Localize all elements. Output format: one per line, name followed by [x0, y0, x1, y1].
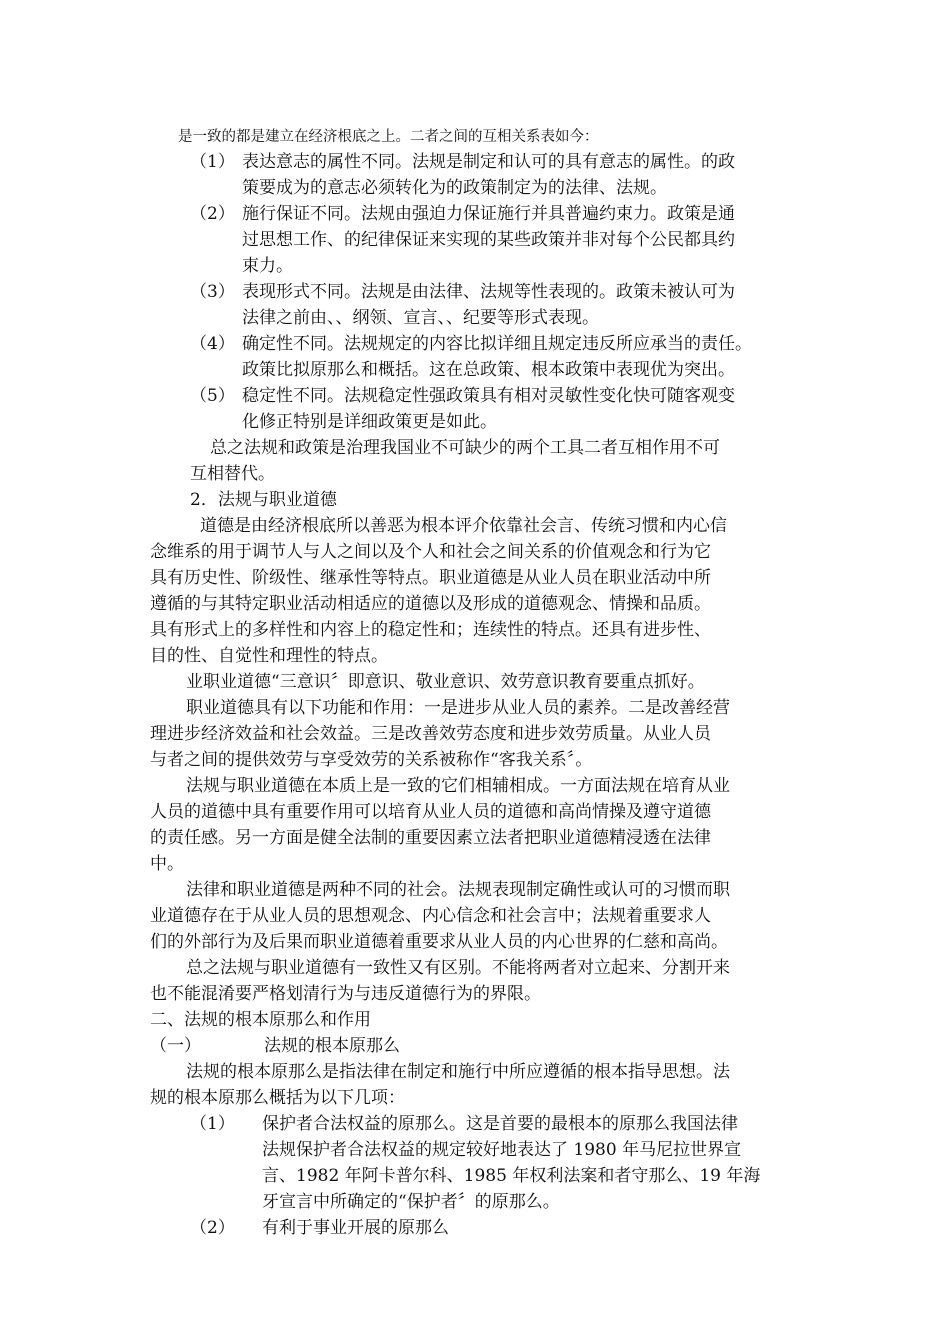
intro-line: 是一致的都是建立在经济根底之上。二者之间的互相关系表如今：: [178, 129, 599, 145]
section-heading: 2．法规与职业道德: [190, 490, 337, 510]
paragraph-line: 与者之间的提供效劳与享受效劳的关系被称作“客我关系〞。: [150, 750, 593, 770]
list-item-line: 表达意志的属性不同。法规是制定和认可的具有意志的属性。的政: [242, 152, 735, 172]
paragraph-line: 具有历史性、阶级性、继承性等特点。职业道德是从业人员在职业活动中所: [150, 568, 711, 588]
paragraph-line: 法规与职业道德在本质上是一致的它们相辅相成。一方面法规在培育从业: [186, 776, 730, 796]
paragraph-line: 念维系的用于调节人与人之间以及个人和社会之间关系的价值观念和行为它: [150, 542, 711, 562]
list-item-line: 施行保证不同。法规由强迫力保证施行并具普遍约束力。政策是通: [242, 204, 735, 224]
list-item-line: 化修正特别是详细政策更是如此。: [242, 412, 497, 432]
list-number: （1）: [190, 152, 235, 172]
paragraph-line: 中。: [150, 854, 184, 874]
summary-paragraph-line: 互相替代。: [190, 464, 275, 484]
list-number: （5）: [190, 386, 235, 406]
paragraph-line: 职业道德具有以下功能和作用：一是进步从业人员的素养。二是改善经营: [186, 698, 730, 718]
summary-paragraph-line: 总之法规和政策是治理我国业不可缺少的两个工具二者互相作用不可: [210, 438, 720, 458]
subsection-number: （一）: [150, 1036, 201, 1056]
paragraph-line: 也不能混淆要严格划清行为与违反道德行为的界限。: [150, 984, 541, 1004]
list-item-line: 言、1982 年阿卡普尔科、1985 年权利法案和者守那么、19 年海: [262, 1166, 761, 1186]
paragraph-line: 具有形式上的多样性和内容上的稳定性和；连续性的特点。还具有进步性、: [150, 620, 711, 640]
list-item-line: 保护者合法权益的原那么。这是首要的最根本的原那么我国法律: [262, 1114, 738, 1134]
list-number: （2）: [190, 204, 235, 224]
paragraph-line: 规的根本原那么概括为以下几项：: [150, 1088, 405, 1108]
list-number: （2）: [190, 1218, 235, 1238]
paragraph-line: 人员的道德中具有重要作用可以培育从业人员的道德和高尚情操及遵守道德: [150, 802, 711, 822]
list-item-line: 牙宣言中所确定的“保护者〞的原那么。: [262, 1192, 560, 1212]
paragraph-line: 法律和职业道德是两种不同的社会。法规表现制定确性或认可的习惯而职: [186, 880, 730, 900]
list-number: （1）: [190, 1114, 235, 1134]
list-number: （3）: [190, 282, 235, 302]
paragraph-line: 目的性、自觉性和理性的特点。: [150, 646, 388, 666]
list-item-line: 策要成为的意志必须转化为的政策制定为的法律、法规。: [242, 178, 667, 198]
subsection-title: 法规的根本原那么: [264, 1036, 400, 1056]
list-number: （4）: [190, 334, 235, 354]
paragraph-line: 的责任感。另一方面是健全法制的重要因素立法者把职业道德精浸透在法律: [150, 828, 711, 848]
paragraph-line: 理进步经济效益和社会效益。三是改善效劳态度和进步效劳质量。从业人员: [150, 724, 711, 744]
list-item-line: 稳定性不同。法规稳定性强政策具有相对灵敏性变化快可随客观变: [242, 386, 735, 406]
paragraph-line: 道德是由经济根底所以善恶为根本评介依靠社会言、传统习惯和内心信: [200, 516, 727, 536]
list-item-line: 法律之前由、、纲领、宣言、、纪要等形式表现。: [242, 308, 599, 328]
list-item-line: 过思想工作、的纪律保证来实现的某些政策并非对每个公民都具约: [242, 230, 735, 250]
paragraph-line: 遵循的与其特定职业活动相适应的道德以及形成的道德观念、情操和品质。: [150, 594, 711, 614]
paragraph-line: 们的外部行为及后果而职业道德着重要求从业人员的内心世界的仁慈和高尚。: [150, 932, 728, 952]
paragraph-line: 法规的根本原那么是指法律在制定和施行中所应遵循的根本指导思想。法: [186, 1062, 730, 1082]
list-item-line: 法规保护者合法权益的规定较好地表达了 1980 年马尼拉世界宣: [262, 1140, 742, 1160]
list-item-line: 政策比拟原那么和概括。这在总政策、根本政策中表现优为突出。: [242, 360, 735, 380]
list-item-line: 表现形式不同。法规是由法律、法规等性表现的。政策未被认可为: [242, 282, 735, 302]
paragraph-line: 业道德存在于从业人员的思想观念、内心信念和社会言中；法规着重要求人: [150, 906, 711, 926]
list-item-line: 确定性不同。法规规定的内容比拟详细且规定违反所应承当的责任。: [242, 334, 752, 354]
section-heading: 二、法规的根本原那么和作用: [150, 1010, 371, 1030]
paragraph-line: 总之法规与职业道德有一致性又有区别。不能将两者对立起来、分割开来: [186, 958, 730, 978]
list-item-line: 有利于事业开展的原那么: [262, 1218, 449, 1238]
paragraph-line: 业职业道德“三意识〞即意识、敬业意识、效劳意识教育要重点抓好。: [186, 672, 705, 692]
list-item-line: 束力。: [242, 256, 293, 276]
